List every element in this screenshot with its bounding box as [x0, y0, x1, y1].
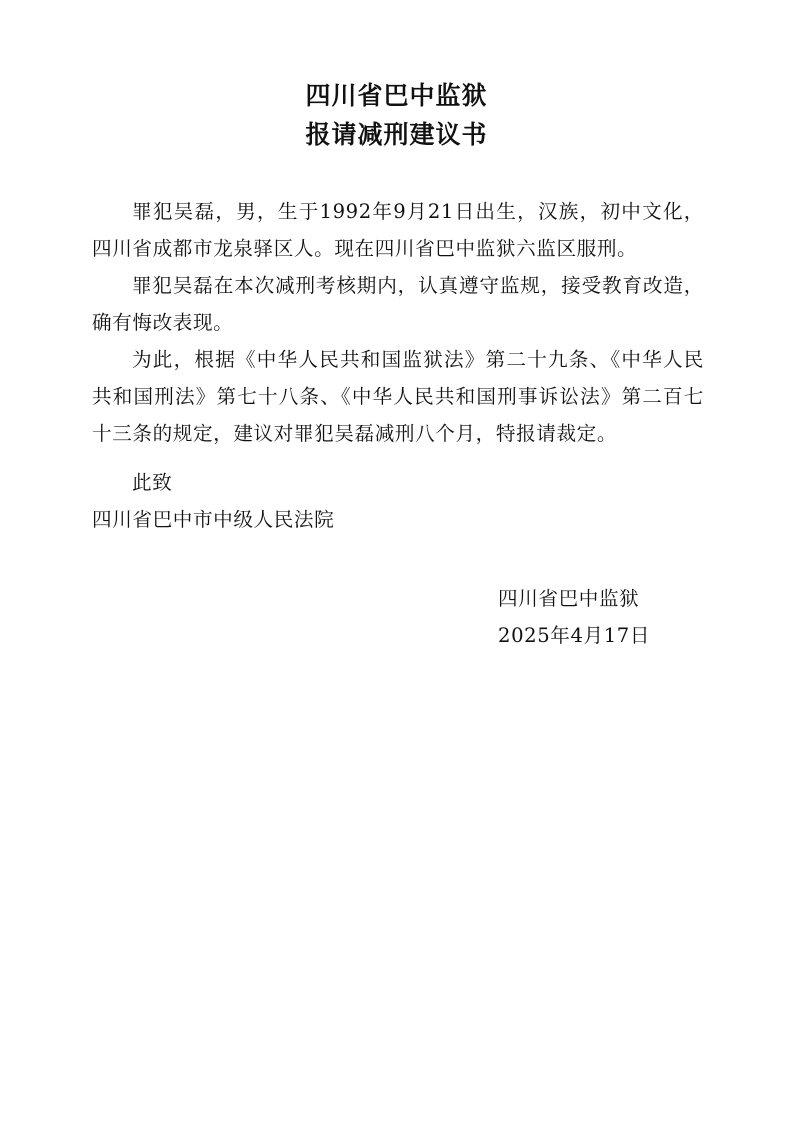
signature-date: 2025年4月17日 [498, 624, 651, 647]
signature-block [498, 580, 650, 654]
document-title-line-1: 四川省巴中监狱 [305, 81, 488, 110]
closing-recipient: 四川省巴中市中级人民法院 [92, 508, 335, 531]
document-title-line-2: 报请减刑建议书 [305, 120, 488, 149]
signature-organization: 四川省巴中监狱 [498, 587, 640, 610]
paragraph-legal-basis: 为此，根据《中华人民共和国监狱法》第二十九条、《中华人民共和国刑法》第七十八条、《中华人民共和国刑事诉讼法》第二百七十三条的规定，建议对罪犯吴磊减刑八个月，特报请裁定。 [92, 348, 704, 445]
paragraph-performance: 罪犯吴磊在本次减刑考核期内，认真遵守监规，接受教育改造，确有悔改表现。 [92, 274, 704, 334]
document-body [92, 193, 704, 452]
closing-salute: 此致 [132, 471, 173, 494]
closing-block [92, 464, 334, 538]
paragraph-offender-info: 罪犯吴磊，男，生于1992年9月21日出生，汉族，初中文化，四川省成都市龙泉驿区人。现在四川省巴中监狱六监区服刑。 [92, 200, 704, 260]
